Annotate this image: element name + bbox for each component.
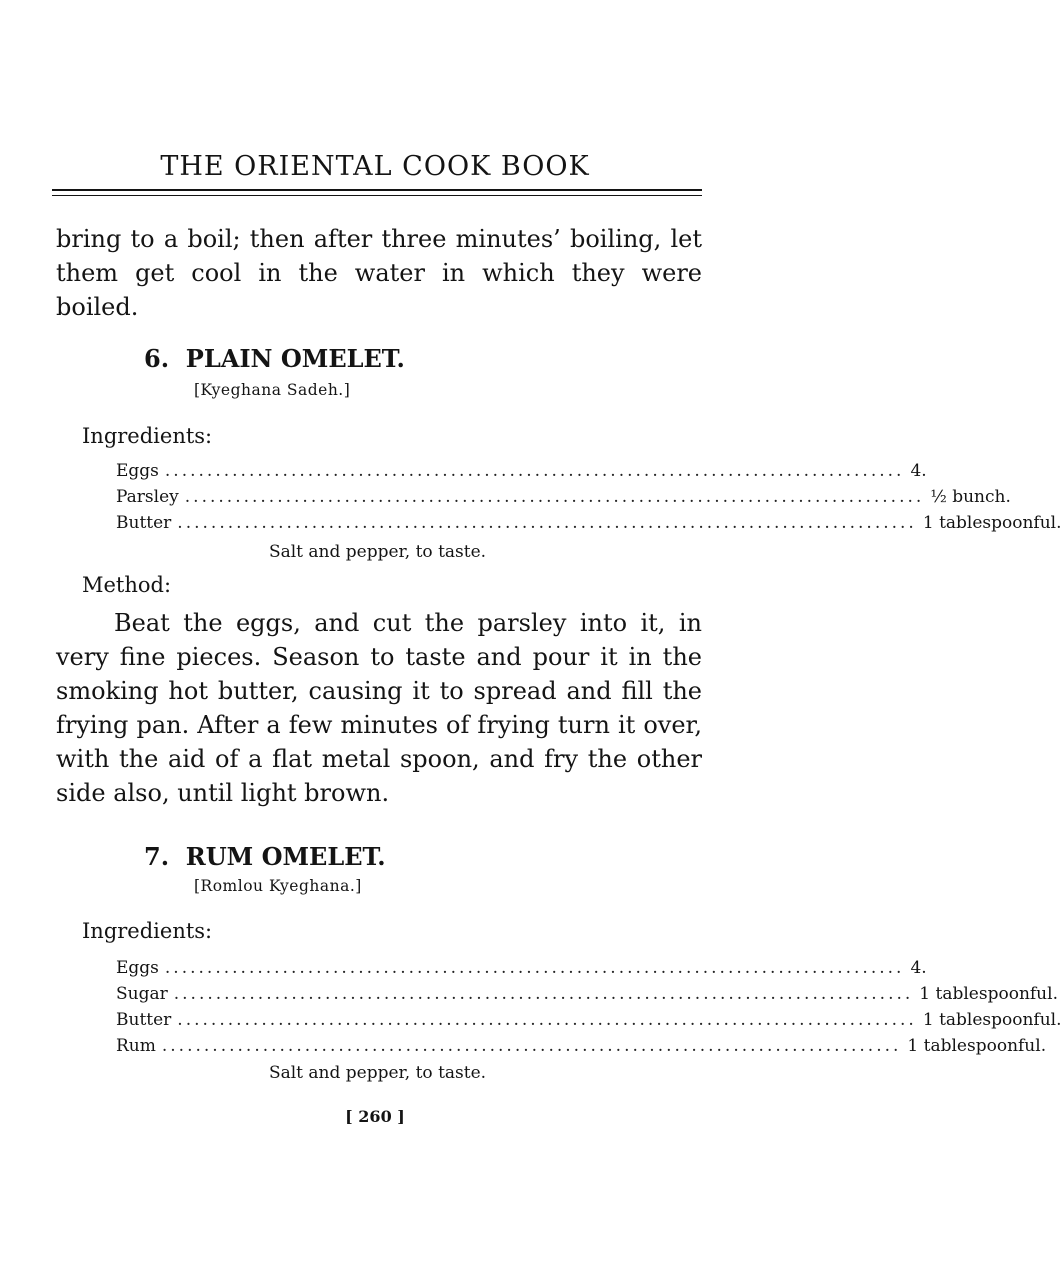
leader-dots: ........................................................................................ [173,984,914,1004]
header-rule-thick [52,189,702,191]
ingredient-row [116,510,1062,536]
recipe-6-title [144,344,405,374]
recipe-number: 7. [144,842,170,871]
leader-dots: ........................................................................................ [184,487,925,507]
ingredient-name: Parsley [116,487,179,507]
ingredient-amount: 4. [910,461,927,481]
ingredient-name: Sugar [116,984,168,1004]
ingredients-label: Ingredients: [82,424,213,448]
ingredient-name: Butter [116,513,172,533]
ingredients-label: Ingredients: [82,919,213,943]
recipe-7-subtitle: [Romlou Kyeghana.] [194,877,362,895]
leader-dots: ........................................................................................ [164,461,905,481]
recipe-7-title [144,842,386,872]
page-number: [ 260 ] [345,1107,405,1126]
recipe-name: RUM OMELET. [185,842,386,871]
leader-dots: ........................................................................................ [177,513,917,533]
seasoning-note: Salt and pepper, to taste. [268,1063,487,1083]
ingredient-name: Rum [116,1036,156,1056]
ingredient-amount: 1 tablespoonful. [922,1010,1062,1030]
ingredient-name: Eggs [116,461,159,481]
header-rule-thin [52,195,702,196]
ingredient-row [116,458,927,484]
ingredient-amount: 1 tablespoonful. [919,984,1058,1004]
ingredient-row [116,1033,1047,1059]
intro-paragraph: bring to a boil; then after three minutes’ boiling, let them get cool in the water in which they were boiled. [56,225,702,321]
ingredient-name: Butter [116,1010,172,1030]
recipe-number: 6. [144,344,170,373]
ingredient-row [116,484,1011,510]
leader-dots: ........................................................................................ [164,958,905,978]
ingredient-amount: 1 tablespoonful. [907,1036,1047,1056]
ingredient-amount: ½ bunch. [930,487,1011,507]
ingredient-row [116,955,927,981]
ingredient-row [116,1007,1062,1033]
method-label: Method: [82,573,172,597]
recipe-6-subtitle: [Kyeghana Sadeh.] [194,381,351,399]
ingredient-name: Eggs [116,958,159,978]
method-paragraph: Beat the eggs, and cut the parsley into it, in very fine pieces. Season to taste and pour it in the smoking hot butter, causing it to spread and fill the frying pan. After a few minutes of frying turn it over, with the aid of a flat metal spoon, and fry the other side also, until light brown. [56,609,702,807]
seasoning-note: Salt and pepper, to taste. [268,542,487,562]
leader-dots: ........................................................................................ [161,1036,902,1056]
ingredient-row [116,981,1058,1007]
leader-dots: ........................................................................................ [177,1010,917,1030]
ingredient-amount: 1 tablespoonful. [922,513,1062,533]
recipe-name: PLAIN OMELET. [185,344,405,373]
ingredient-amount: 4. [910,958,927,978]
running-header: THE ORIENTAL COOK BOOK [160,151,590,182]
